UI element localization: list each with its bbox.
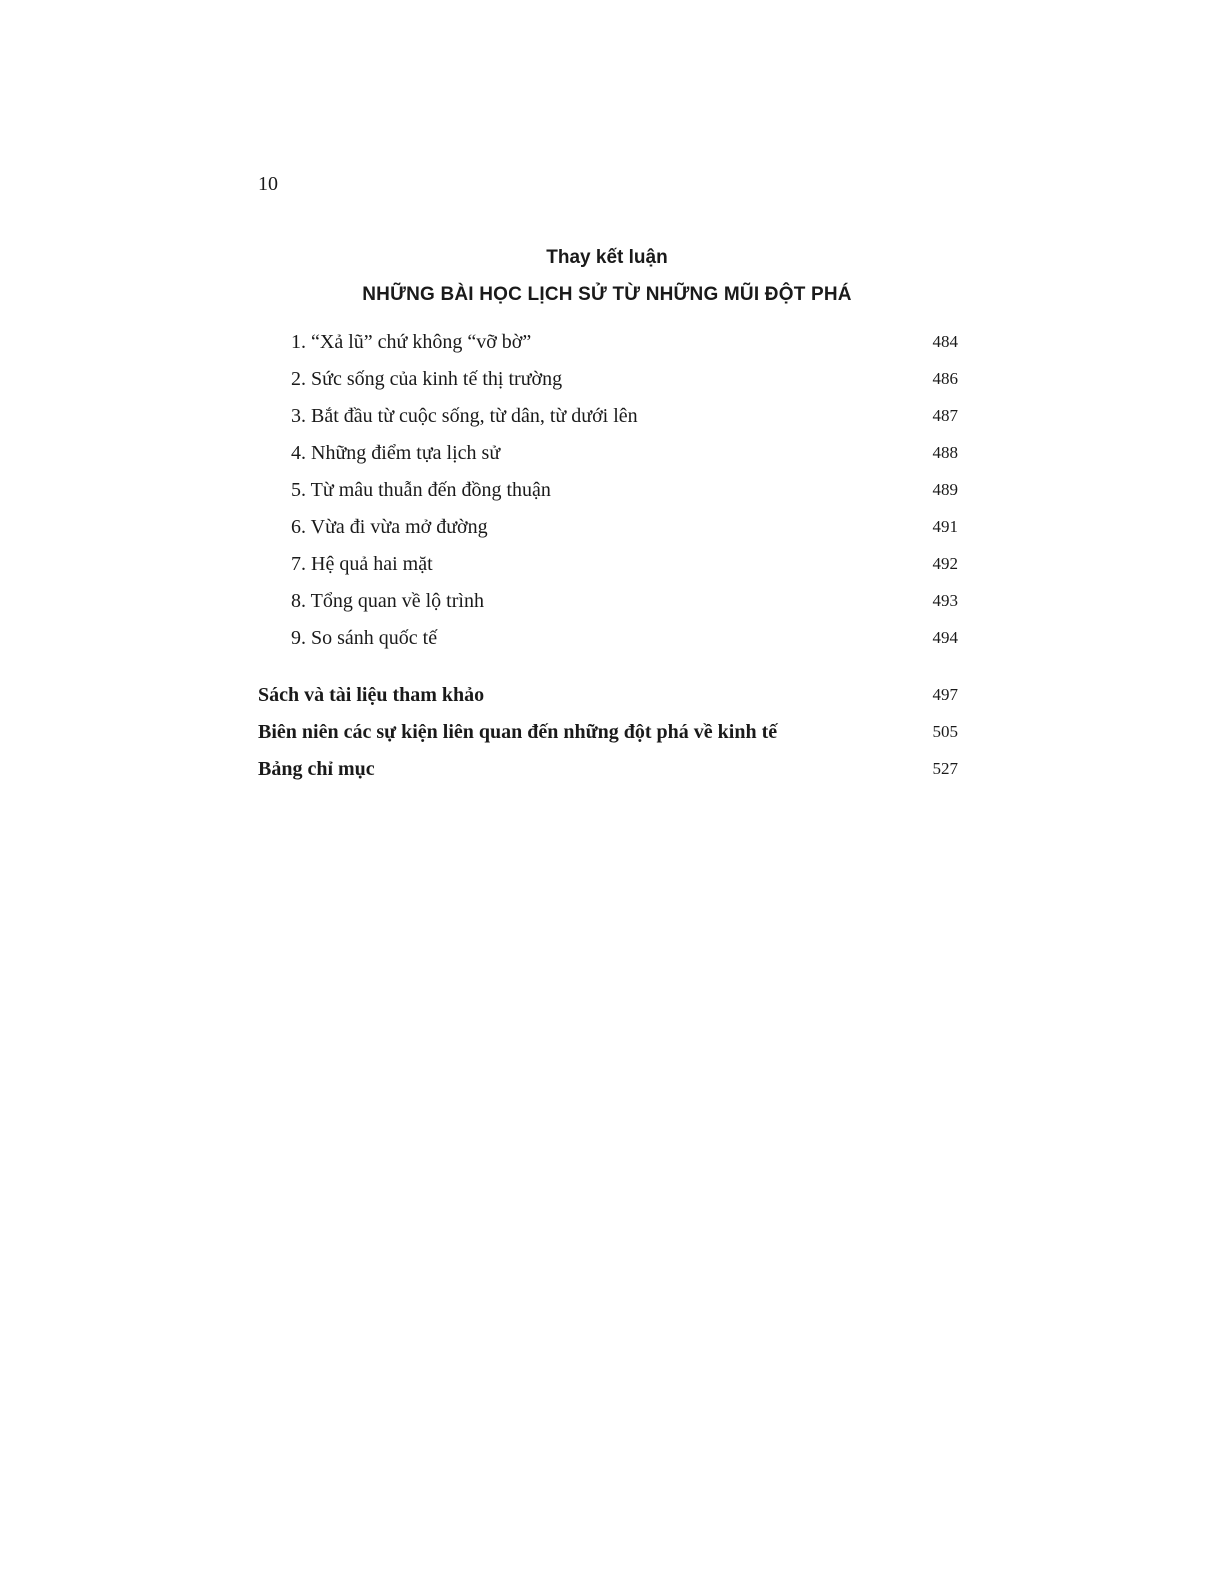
toc-item-label: Sách và tài liệu tham khảo xyxy=(258,684,485,706)
toc-item-page: 489 xyxy=(932,480,958,499)
section-subtitle: NHỮNG BÀI HỌC LỊCH SỬ TỪ NHỮNG MŨI ĐỘT PHÁ xyxy=(362,284,852,305)
toc-back-matter-item[interactable] xyxy=(258,681,958,709)
toc-item-label: Biên niên các sự kiện liên quan đến những đột phá về kinh tế xyxy=(258,721,778,743)
toc-item-label: 9. So sánh quốc tế xyxy=(291,627,438,649)
toc-item[interactable] xyxy=(291,476,958,504)
toc-item-page: 493 xyxy=(932,591,958,610)
toc-item-page: 486 xyxy=(932,369,958,388)
toc-item-label: Bảng chỉ mục xyxy=(258,758,375,780)
toc-item-page: 505 xyxy=(932,722,958,741)
page-number: 10 xyxy=(258,173,278,195)
toc-item-page: 527 xyxy=(932,759,958,778)
toc-item-label: 5. Từ mâu thuẫn đến đồng thuận xyxy=(291,479,551,501)
toc-item-page: 491 xyxy=(932,517,958,536)
toc-item-label: 8. Tổng quan về lộ trình xyxy=(291,590,484,612)
toc-item-label: 2. Sức sống của kinh tế thị trường xyxy=(291,368,563,390)
toc-item-label: 6. Vừa đi vừa mở đường xyxy=(291,516,488,538)
toc-item[interactable] xyxy=(291,624,958,652)
toc-item[interactable] xyxy=(291,365,958,393)
toc-back-matter-item[interactable] xyxy=(258,755,958,783)
toc-item[interactable] xyxy=(291,439,958,467)
toc-item-page: 488 xyxy=(932,443,958,462)
toc-item-page: 487 xyxy=(932,406,958,425)
toc-item[interactable] xyxy=(291,328,958,356)
toc-item[interactable] xyxy=(291,587,958,615)
toc-item-page: 494 xyxy=(932,628,958,647)
toc-item[interactable] xyxy=(291,550,958,578)
toc-item-label: 4. Những điểm tựa lịch sử xyxy=(291,442,501,464)
toc-item-page: 484 xyxy=(932,332,958,351)
toc-item-label: 3. Bắt đầu từ cuộc sống, từ dân, từ dưới lên xyxy=(291,405,638,427)
toc-item-page: 492 xyxy=(932,554,958,573)
toc-back-matter-item[interactable] xyxy=(258,718,958,746)
toc-item[interactable] xyxy=(291,402,958,430)
toc-item-label: 1. “Xả lũ” chứ không “vỡ bờ” xyxy=(291,331,532,353)
section-title: Thay kết luận xyxy=(546,247,668,268)
toc-item[interactable] xyxy=(291,513,958,541)
toc-item-page: 497 xyxy=(932,685,958,704)
toc-item-label: 7. Hệ quả hai mặt xyxy=(291,553,433,575)
